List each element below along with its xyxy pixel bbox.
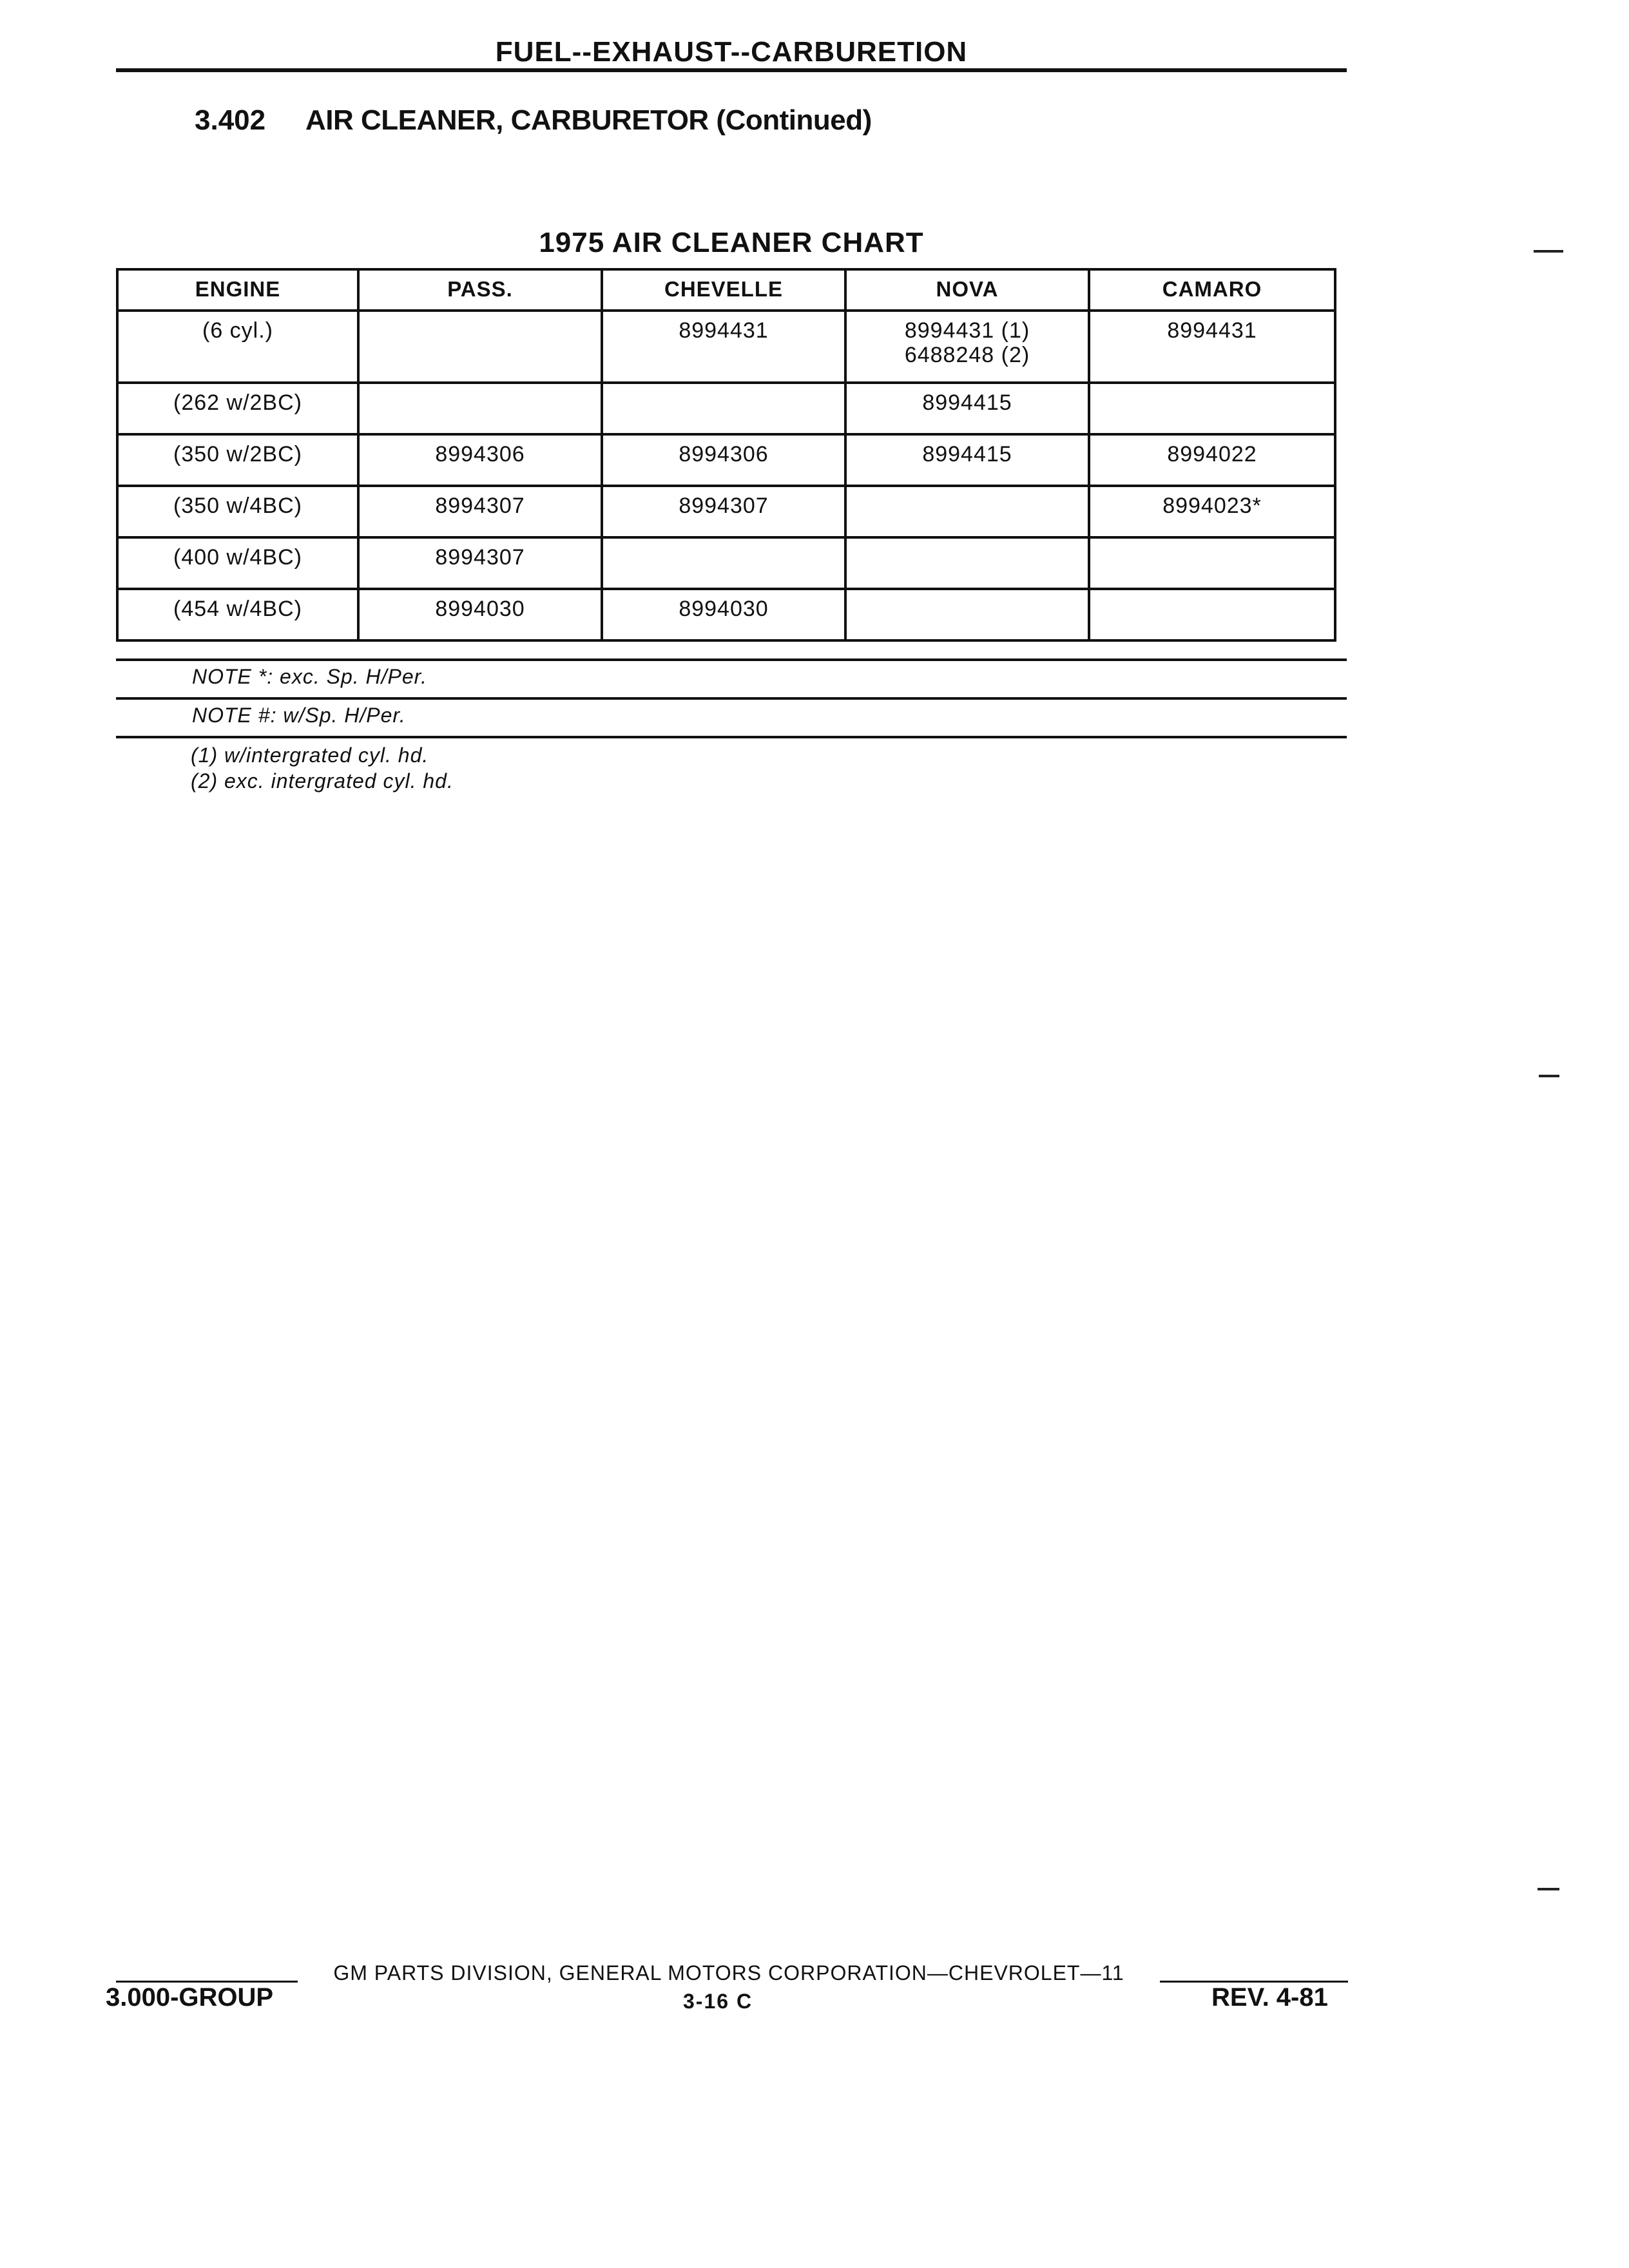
margin-tick-mark [1539, 1075, 1559, 1077]
nova-cell [845, 311, 1089, 383]
table-row [117, 537, 1335, 589]
pass-cell [358, 383, 602, 434]
table-row [117, 434, 1335, 486]
chevelle-cell: 8994307 [602, 486, 845, 537]
page-header-title: FUEL--EXHAUST--CARBURETION [495, 36, 968, 68]
pass-cell: 8994306 [358, 434, 602, 486]
column-header-engine: ENGINE [117, 269, 358, 311]
margin-tick-mark [1537, 1888, 1559, 1890]
chevelle-cell: 8994431 [602, 311, 845, 383]
section-title: AIR CLEANER, CARBURETOR (Continued) [305, 104, 872, 136]
engine-cell: (350 w/4BC) [117, 486, 358, 537]
nova-cell: 8994415 [845, 434, 1089, 486]
nova-cell [845, 537, 1089, 589]
nova-cell [845, 589, 1089, 640]
engine-cell: (6 cyl.) [117, 311, 358, 383]
note-divider [116, 736, 1347, 738]
column-header-camaro: CAMARO [1089, 269, 1335, 311]
footer-group-label: 3.000-GROUP [106, 1983, 274, 2012]
nova-cell [845, 486, 1089, 537]
header-rule [116, 68, 1347, 72]
camaro-cell [1089, 537, 1335, 589]
note-divider [116, 697, 1347, 700]
section-number: 3.402 [195, 104, 266, 136]
column-header-nova: NOVA [845, 269, 1089, 311]
footer-rule-left [116, 1981, 298, 1983]
table-row [117, 589, 1335, 640]
footer-page-number: 3-16 C [683, 1990, 753, 2013]
camaro-cell [1089, 383, 1335, 434]
chevelle-cell [602, 537, 845, 589]
column-header-pass: PASS. [358, 269, 602, 311]
table-row [117, 383, 1335, 434]
chart-title: 1975 AIR CLEANER CHART [539, 227, 924, 258]
camaro-cell [1089, 589, 1335, 640]
column-header-chevelle: CHEVELLE [602, 269, 845, 311]
footnote-1: (1) w/intergrated cyl. hd. [191, 744, 429, 767]
chevelle-cell: 8994306 [602, 434, 845, 486]
engine-cell: (400 w/4BC) [117, 537, 358, 589]
table-header-row [117, 269, 1335, 311]
pass-cell: 8994307 [358, 537, 602, 589]
note-star: NOTE *: exc. Sp. H/Per. [192, 665, 428, 688]
nova-cell: 8994415 [845, 383, 1089, 434]
note-hash: NOTE #: w/Sp. H/Per. [192, 704, 406, 727]
table-row [117, 486, 1335, 537]
margin-tick-mark [1534, 250, 1563, 253]
chevelle-cell: 8994030 [602, 589, 845, 640]
pass-cell: 8994030 [358, 589, 602, 640]
footer-publisher: GM PARTS DIVISION, GENERAL MOTORS CORPORATION—CHEVROLET—11 [333, 1961, 1124, 1984]
pass-cell: 8994307 [358, 486, 602, 537]
engine-cell: (454 w/4BC) [117, 589, 358, 640]
pass-cell [358, 311, 602, 383]
engine-cell: (350 w/2BC) [117, 434, 358, 486]
table-row [117, 311, 1335, 383]
air-cleaner-table [116, 268, 1336, 642]
camaro-cell: 8994431 [1089, 311, 1335, 383]
chevelle-cell [602, 383, 845, 434]
camaro-cell: 8994023* [1089, 486, 1335, 537]
nova-part-number: 8994431 (1) [904, 318, 1030, 343]
camaro-cell: 8994022 [1089, 434, 1335, 486]
engine-cell: (262 w/2BC) [117, 383, 358, 434]
footer-revision: REV. 4-81 [1211, 1983, 1328, 2012]
footer-rule-right [1160, 1981, 1348, 1983]
note-divider [116, 658, 1347, 661]
nova-part-number-alt: 6488248 (2) [904, 343, 1030, 367]
footnote-2: (2) exc. intergrated cyl. hd. [191, 769, 454, 793]
